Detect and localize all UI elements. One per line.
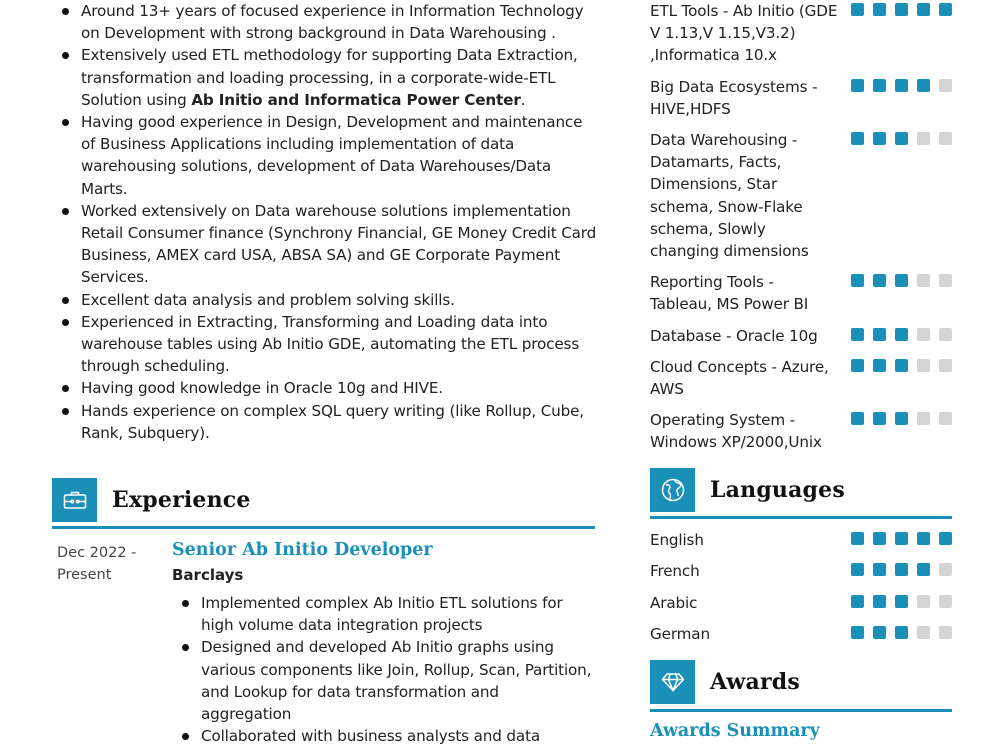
skill-name: Operating System - Windows XP/2000,Unix xyxy=(650,411,822,452)
language-name: German xyxy=(650,625,710,643)
job-title: Senior Ab Initio Developer xyxy=(172,540,433,560)
rating-dot-empty xyxy=(917,328,930,341)
summary-bullet: Around 13+ years of focused experience in Information Technology on Development with strong background in Data Warehousing . xyxy=(52,0,597,44)
skill-name: Big Data Ecosystems - HIVE,HDFS xyxy=(650,78,818,119)
job-bullet: Collaborated with business analysts and data xyxy=(172,725,592,747)
rating-dot-filled xyxy=(917,79,930,92)
rating-dot-empty xyxy=(917,595,930,608)
rating-dot-empty xyxy=(939,132,952,145)
language-row xyxy=(650,623,952,645)
rating-dot-filled xyxy=(851,412,864,425)
rating-dot-filled xyxy=(895,328,908,341)
skill-rating xyxy=(851,132,952,145)
skill-rating xyxy=(851,328,952,341)
rating-dot-filled xyxy=(895,563,908,576)
rating-dot-filled xyxy=(873,563,886,576)
job-date-end: Present xyxy=(57,567,112,583)
summary-bullet: Having good experience in Design, Development and maintenance of Business Applications including implementation of data warehousing solutions, development of Data Warehouses/Data Marts. xyxy=(52,111,597,200)
bullet-text: . xyxy=(520,90,526,109)
rating-dot-empty xyxy=(939,626,952,639)
rating-dot-filled xyxy=(851,274,864,287)
summary-bullets xyxy=(52,0,597,444)
rating-dot-filled xyxy=(873,532,886,545)
job-date xyxy=(57,542,157,586)
language-rating xyxy=(851,563,952,576)
language-name: French xyxy=(650,562,700,580)
rating-dot-filled xyxy=(939,3,952,16)
skill-row xyxy=(650,409,952,453)
rating-dot-filled xyxy=(851,563,864,576)
rating-dot-filled xyxy=(873,412,886,425)
skill-name: Cloud Concepts - Azure, AWS xyxy=(650,358,829,399)
languages-header xyxy=(650,468,845,512)
skill-row xyxy=(650,325,952,347)
rating-dot-filled xyxy=(917,3,930,16)
rating-dot-empty xyxy=(917,132,930,145)
skill-name: Data Warehousing - Datamarts, Facts, Dimensions, Star schema, Snow-Flake schema, Slowly changing dimensions xyxy=(650,131,809,261)
job-bullet: Implemented complex Ab Initio ETL solutions for high volume data integration projects xyxy=(172,592,592,636)
summary-bullet: Excellent data analysis and problem solving skills. xyxy=(52,289,597,311)
rating-dot-empty xyxy=(939,563,952,576)
rating-dot-filled xyxy=(873,274,886,287)
experience-header xyxy=(52,478,251,522)
language-row xyxy=(650,592,952,614)
skill-rating xyxy=(851,79,952,92)
rating-dot-filled xyxy=(873,359,886,372)
rating-dot-filled xyxy=(873,132,886,145)
rating-dot-filled xyxy=(895,132,908,145)
skill-rating xyxy=(851,412,952,425)
rating-dot-filled xyxy=(895,274,908,287)
rating-dot-filled xyxy=(873,626,886,639)
diamond-icon xyxy=(650,660,695,704)
rating-dot-filled xyxy=(939,532,952,545)
section-divider xyxy=(650,709,952,712)
language-rating xyxy=(851,532,952,545)
language-rating xyxy=(851,626,952,639)
job-company: Barclays xyxy=(172,566,244,584)
bullet-bold-text: Ab Initio and Informatica Power Center xyxy=(191,90,521,109)
rating-dot-filled xyxy=(895,3,908,16)
language-name: English xyxy=(650,531,704,549)
rating-dot-filled xyxy=(917,563,930,576)
globe-icon xyxy=(650,468,695,512)
rating-dot-filled xyxy=(873,328,886,341)
rating-dot-filled xyxy=(873,3,886,16)
skill-row xyxy=(650,129,952,262)
rating-dot-filled xyxy=(895,412,908,425)
language-row xyxy=(650,529,952,551)
skill-name: Database - Oracle 10g xyxy=(650,327,818,345)
rating-dot-empty xyxy=(939,595,952,608)
skill-rating xyxy=(851,3,952,16)
rating-dot-empty xyxy=(939,328,952,341)
language-name: Arabic xyxy=(650,594,698,612)
rating-dot-empty xyxy=(917,274,930,287)
rating-dot-filled xyxy=(917,532,930,545)
skill-name: Reporting Tools - Tableau, MS Power BI xyxy=(650,273,809,314)
section-title: Awards xyxy=(710,669,800,695)
rating-dot-filled xyxy=(851,626,864,639)
section-divider xyxy=(52,526,595,529)
rating-dot-filled xyxy=(895,532,908,545)
summary-bullet: Having good knowledge in Oracle 10g and HIVE. xyxy=(52,377,597,399)
rating-dot-empty xyxy=(917,359,930,372)
rating-dot-filled xyxy=(895,79,908,92)
bullet-text: Extensively used ETL methodology for supporting Data Extraction, transformation and loading processing, in a corporate-wide-ETL Solution using xyxy=(81,46,578,109)
awards-header xyxy=(650,660,800,704)
summary-bullet: Worked extensively on Data warehouse solutions implementation Retail Consumer finance (Synchrony Financial, GE Money Credit Card Business, AMEX card USA, ABSA SA) and GE Corporate Payment Services. xyxy=(52,200,597,289)
rating-dot-empty xyxy=(917,412,930,425)
skill-row xyxy=(650,356,952,400)
summary-bullet: Experienced in Extracting, Transforming and Loading data into warehouse tables using Ab Initio GDE, automating the ETL process through scheduling. xyxy=(52,311,597,378)
briefcase-icon xyxy=(52,478,97,522)
rating-dot-filled xyxy=(851,132,864,145)
rating-dot-empty xyxy=(939,412,952,425)
summary-bullet xyxy=(52,44,597,111)
rating-dot-empty xyxy=(939,79,952,92)
awards-subtitle: Awards Summary xyxy=(650,721,820,741)
rating-dot-filled xyxy=(851,595,864,608)
rating-dot-filled xyxy=(895,359,908,372)
rating-dot-filled xyxy=(895,626,908,639)
rating-dot-filled xyxy=(895,595,908,608)
rating-dot-filled xyxy=(851,3,864,16)
rating-dot-filled xyxy=(851,79,864,92)
rating-dot-filled xyxy=(873,595,886,608)
job-date-start: Dec 2022 - xyxy=(57,545,137,561)
rating-dot-filled xyxy=(851,328,864,341)
rating-dot-empty xyxy=(939,274,952,287)
rating-dot-filled xyxy=(873,79,886,92)
rating-dot-empty xyxy=(917,626,930,639)
job-bullets xyxy=(172,592,592,747)
skill-rating xyxy=(851,359,952,372)
skill-rating xyxy=(851,274,952,287)
skill-row xyxy=(650,271,952,315)
job-bullet: Designed and developed Ab Initio graphs using various components like Join, Rollup, Scan, Partition, and Lookup for data transformation and aggregation xyxy=(172,636,592,725)
section-title: Experience xyxy=(112,487,251,513)
skill-name: ETL Tools - Ab Initio (GDE V 1.13,V 1.15,V3.2) ,Informatica 10.x xyxy=(650,2,838,65)
section-title: Languages xyxy=(710,477,845,503)
skill-row xyxy=(650,0,952,67)
summary-bullet: Hands experience on complex SQL query writing (like Rollup, Cube, Rank, Subquery). xyxy=(52,400,597,444)
rating-dot-filled xyxy=(851,532,864,545)
language-rating xyxy=(851,595,952,608)
rating-dot-empty xyxy=(939,359,952,372)
rating-dot-filled xyxy=(851,359,864,372)
language-row xyxy=(650,560,952,582)
section-divider xyxy=(650,516,952,519)
skill-row xyxy=(650,76,952,120)
